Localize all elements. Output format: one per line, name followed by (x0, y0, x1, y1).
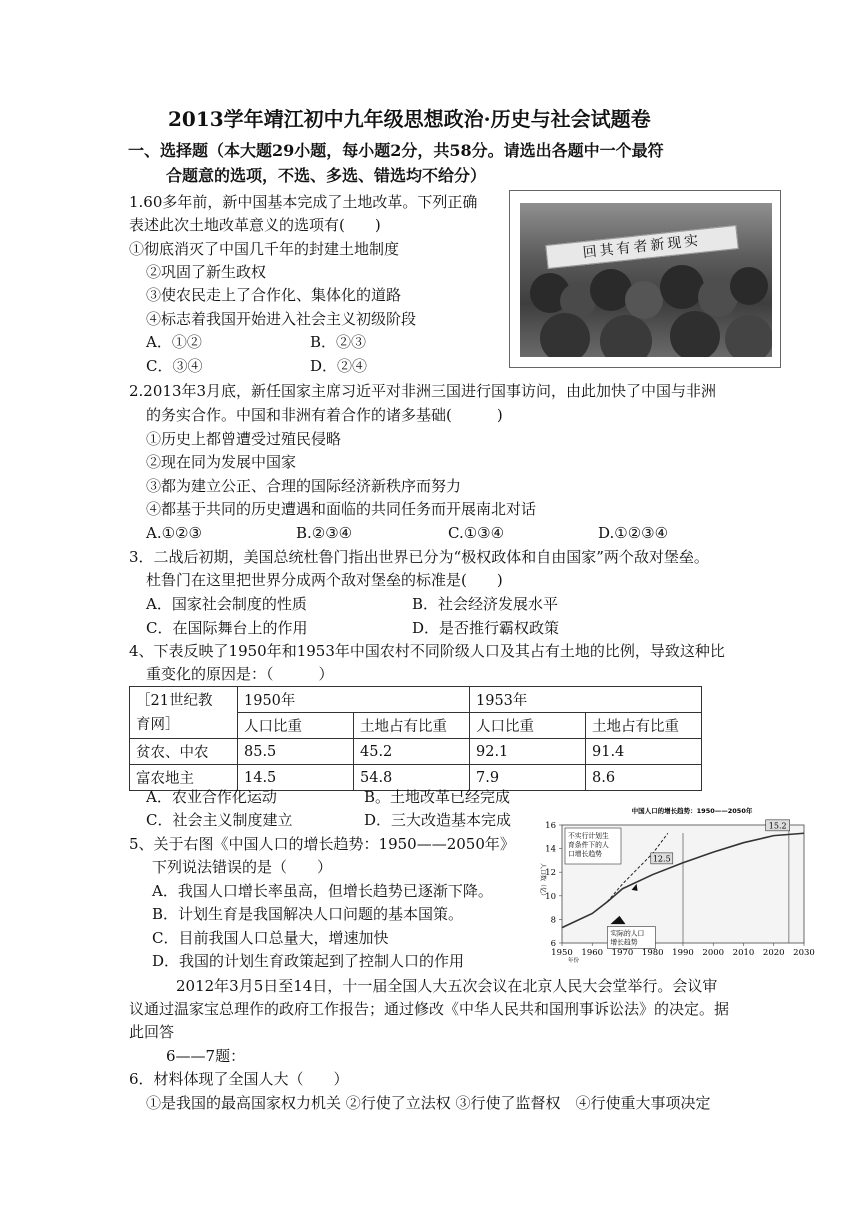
table-header-land-1950: 土地占有比重 (354, 713, 470, 739)
q3-answer-a: A．国家社会制度的性质 (146, 595, 307, 613)
q3-answer-b: B．社会经济发展水平 (412, 595, 559, 613)
q1-stem-line2: 表述此次土地改革意义的选项有( ) (129, 216, 381, 234)
table-cell: 92.1 (470, 739, 586, 765)
table-cell: 45.2 (354, 739, 470, 765)
x-tick-label: 1970 (611, 948, 634, 958)
table-header-pop-1953: 人口比重 (470, 713, 586, 739)
q1-answer-c: C．③④ (146, 357, 203, 375)
x-tick-label: 2010 (732, 948, 755, 958)
q1-answer-b: B．②③ (310, 333, 367, 351)
table-year-1950: 1950年 (238, 687, 470, 713)
q4-answer-c: C．社会主义制度建立 (146, 811, 293, 829)
material-line3: 此回答 (129, 1023, 175, 1041)
q2-answer-b: B.②③④ (296, 524, 353, 542)
q5-stem-line2: 下列说法错误的是（ ） (152, 858, 333, 876)
q2-answer-a: A.①②③ (146, 524, 202, 542)
table-corner-line2: 育网］ (136, 716, 180, 733)
q2-option-1: ①历史上都曾遭受过殖民侵略 (146, 430, 342, 448)
q3-answer-d: D．是否推行霸权政策 (412, 619, 560, 637)
table-cell: 54.8 (354, 765, 470, 791)
q1-option-1: ①彻底消灭了中国几千年的封建土地制度 (129, 240, 400, 258)
table-cell: 85.5 (238, 739, 354, 765)
y-axis-label: 人口数（亿） (539, 863, 546, 900)
chart-title: 中国人口的增长趋势：1950——2050年 (631, 807, 753, 815)
q4-stem-line2: 重变化的原因是：（ ） (146, 665, 334, 683)
q3-stem-line1: 3．二战后初期，美国总统杜鲁门指出世界已分为“极权政体和自由国家”两个敌对堡垒。 (129, 548, 709, 566)
callout-value-b: 15.2 (768, 821, 787, 831)
q1-answer-a: A．①② (146, 333, 202, 351)
q3-answer-c: C．在国际舞台上的作用 (146, 619, 308, 637)
q1-option-4: ④标志着我国开始进入社会主义初级阶段 (146, 310, 417, 328)
material-line4: 6——7题： (166, 1047, 246, 1065)
q4-answer-d: D．三大改造基本完成 (364, 811, 512, 829)
q1-stem-line1: 1.60多年前，新中国基本完成了土地改革。下列正确 (129, 193, 478, 211)
table-row (130, 687, 702, 713)
x-tick-label: 1960 (581, 948, 604, 958)
table-corner-cell (130, 687, 238, 739)
q3-stem-line2: 杜鲁门在这里把世界分成两个敌对堡垒的标准是( ) (146, 571, 503, 589)
material-line2: 议通过温家宝总理作的政府工作报告；通过修改《中华人民共和国刑事诉讼法》的决定。据 (129, 1000, 730, 1018)
q5-answer-b: B．计划生育是我国解决人口问题的基本国策。 (152, 905, 464, 923)
q4-stem-line1: 4、下表反映了1950年和1953年中国农村不同阶级人口及其占有土地的比例，导致这种比 (129, 642, 725, 660)
y-tick-label: 6 (550, 939, 556, 949)
x-tick-label: 1980 (641, 948, 664, 958)
q4-data-table (129, 686, 702, 791)
x-tick-label: 1950 (551, 948, 573, 958)
population-trend-chart (532, 803, 822, 963)
table-cell: 7.9 (470, 765, 586, 791)
label-text-actual: 实际的人口 (610, 929, 645, 938)
label-text-no-plan: 口增长趋势 (568, 850, 602, 858)
x-tick-label: 2020 (762, 948, 785, 958)
q5-answer-a: A．我国人口增长率虽高，但增长趋势已逐渐下降。 (152, 882, 493, 900)
q1-option-2: ②巩固了新生政权 (146, 263, 267, 281)
q2-stem-line2: 的务实合作。中国和非洲有着合作的诸多基础( ) (146, 406, 503, 424)
photo-banner: 回其有者新现实 (545, 225, 738, 269)
q4-answer-b: B。土地改革已经完成 (364, 788, 511, 806)
x-tick-label: 2030 (793, 948, 815, 958)
callout-value-a: 12.5 (652, 854, 671, 864)
label-text-actual: 增长趋势 (610, 938, 638, 947)
y-tick-label: 14 (545, 844, 556, 855)
table-year-1953: 1953年 (470, 687, 702, 713)
q2-answer-d: D.①②③④ (598, 524, 669, 542)
q2-stem-line1: 2.2013年3月底，新任国家主席习近平对非洲三国进行国事访问，由此加快了中国与非洲 (129, 382, 717, 400)
material-line1: 2012年3月5日至14日，十一届全国人大五次会议在北京人民大会堂举行。会议审 (176, 977, 718, 995)
q2-answer-c: C.①③④ (448, 524, 505, 542)
q5-answer-c: C．目前我国人口总量大，增速加快 (152, 929, 389, 947)
y-tick-label: 12 (545, 868, 556, 879)
label-text-no-plan: 不实行计划生 (568, 832, 609, 840)
exam-title: 2013学年靖江初中九年级思想政治·历史与社会试题卷 (168, 107, 651, 131)
q6-options: ①是我国的最高国家权力机关 ②行使了立法权 ③行使了监督权 ④行使重大事项决定 (146, 1094, 711, 1112)
table-header-land-1953: 土地占有比重 (586, 713, 702, 739)
section-heading-line2: 合题意的选项，不选、多选、错选均不给分） (166, 166, 487, 185)
x-tick-label: 1990 (672, 948, 694, 958)
photo-image (520, 203, 772, 357)
table-cell: 14.5 (238, 765, 354, 791)
q4-answer-a: A．农业合作化运动 (146, 788, 277, 806)
x-tick-label: 2000 (702, 948, 725, 958)
q6-stem: 6．材料体现了全国人大（ ） (129, 1070, 349, 1088)
table-cell: 富农地主 (130, 765, 238, 791)
table-header-pop-1950: 人口比重 (238, 713, 354, 739)
q2-option-4: ④都基于共同的历史遭遇和面临的共同任务而开展南北对话 (146, 500, 537, 518)
label-text-no-plan: 育条件下的人 (568, 841, 609, 849)
q2-option-3: ③都为建立公正、合理的国际经济新秩序而努力 (146, 477, 462, 495)
y-tick-label: 8 (550, 915, 556, 926)
q2-option-2: ②现在同为发展中国家 (146, 453, 297, 471)
table-row (130, 739, 702, 765)
x-axis-label: 年份 (568, 958, 580, 963)
section-heading-line1: 一、选择题（本大题29小题，每小题2分，共58分。请选出各题中一个最符 (128, 141, 664, 160)
table-cell: 8.6 (586, 765, 702, 791)
y-tick-label: 16 (545, 821, 556, 831)
land-reform-photo (509, 190, 781, 368)
q1-option-3: ③使农民走上了合作化、集体化的道路 (146, 286, 402, 304)
q5-answer-d: D．我国的计划生育政策起到了控制人口的作用 (152, 952, 465, 970)
table-cell: 91.4 (586, 739, 702, 765)
q1-answer-d: D．②④ (310, 357, 368, 375)
y-tick-label: 10 (545, 891, 556, 902)
table-cell: 贫农、中农 (130, 739, 238, 765)
q5-stem-line1: 5、关于右图《中国人口的增长趋势：1950——2050年》 (129, 835, 515, 853)
table-corner-line1: ［21世纪教 (136, 692, 213, 709)
